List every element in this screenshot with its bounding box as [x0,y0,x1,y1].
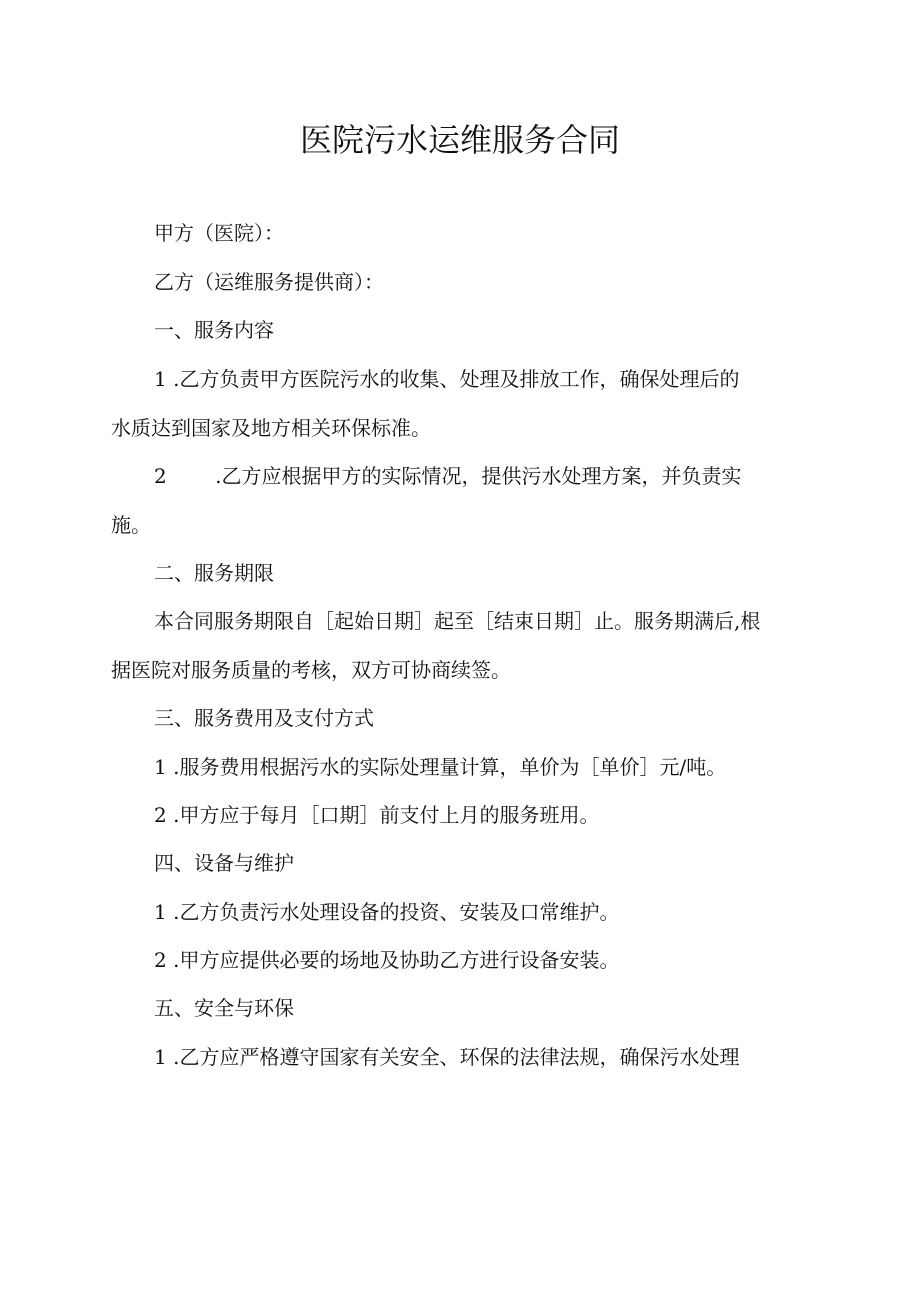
item-number: 2 [154,803,167,827]
party-b-line: 乙方（运维服务提供商）： [154,270,384,294]
item-text: .乙方应根据甲方的实际情况，提供污水处理方案，并负责实 [215,464,742,488]
party-a-line: 甲方（医院）： [154,221,284,245]
item-continuation: 水质达到国家及地方相关环保标准。 [111,416,431,440]
paragraph-line: 本合同服务期限自［起始日期］起至［结束日期］止。服务期满后,根 [154,609,761,633]
list-item [154,752,726,782]
list-item [154,897,619,927]
list-item [154,800,599,830]
list-item [154,461,741,491]
paragraph-line: 据医院对服务质量的考核，双方可协商续签。 [111,658,511,682]
list-item [154,1042,739,1072]
item-text: .乙方负责污水处理设备的投资、安装及口常维护。 [173,900,620,924]
list-item [154,364,739,394]
item-text: .乙方负责甲方医院污水的收集、处理及排放工作，确保处理后的 [173,367,740,391]
item-number: 2 [154,948,167,972]
section-heading-fees-payment: 三、服务费用及支付方式 [154,706,374,730]
item-text: .甲方应于每月［口期］前支付上月的服务班用。 [173,803,600,827]
item-number: 1 [154,755,167,779]
item-number: 1 [154,900,167,924]
section-heading-service-content: 一、服务内容 [154,318,274,342]
section-heading-safety-environment: 五、安全与环保 [154,996,294,1020]
item-number: 1 [154,367,167,391]
list-item [154,945,619,975]
item-text: .服务费用根据污水的实际处理量计算，单价为［单价］元/吨。 [173,755,727,779]
section-heading-equipment-maintenance: 四、设备与维护 [154,851,294,875]
item-text: .甲方应提供必要的场地及协助乙方进行设备安装。 [173,948,620,972]
item-number: 2 [154,464,167,488]
section-heading-service-term: 二、服务期限 [154,561,274,585]
item-continuation: 施。 [111,513,151,537]
item-number: 1 [154,1045,167,1069]
document-title: 医院污水运维服务合同 [299,121,620,159]
item-text: .乙方应严格遵守国家有关安全、环保的法律法规，确保污水处理 [173,1045,740,1069]
